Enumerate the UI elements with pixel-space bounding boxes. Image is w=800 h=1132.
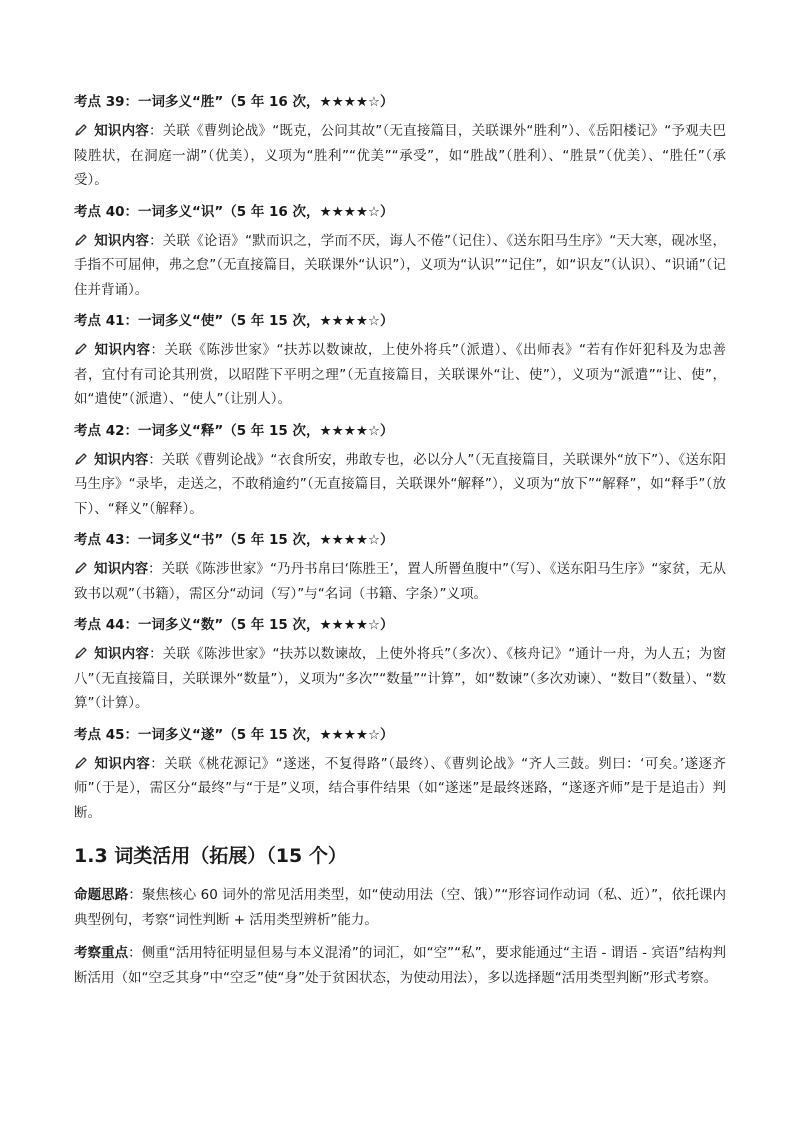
content-text: ：关联《陈涉世家》“扶苏以数谏故，上使外将兵”（派遣）、《出师表》“若有作奸犯科及为忠善者，宜付有司论其刑赏，以昭陛下平明之理”（无直接篇目，关联课外“让、使”），义项为“派遣”“让、使”，如“遣使”（派遣）、“使人”（让别人）。 <box>74 342 727 407</box>
section-paragraph <box>74 883 726 932</box>
paragraph-text: ：聚焦核心 60 词外的常见活用类型，如“使动用法（空、饿）”“形容词作动词（私、近）”，依托课内典型例句，考察“词性判断 + 活用类型辨析”能力。 <box>74 887 726 928</box>
knowledge-point <box>74 421 726 522</box>
pencil-icon <box>74 559 88 573</box>
content-text: ：关联《曹刿论战》“衣食所安，弗敢专也，必以分人”（无直接篇目，关联课外“放下”）、《送东阳马生序》“录毕，走送之，不敢稍逾约”（无直接篇目，关联课外“解释”），义项为“放下”“解释”，如“释手”（放下）、“释义”（解释）。 <box>74 451 726 517</box>
point-heading: 考点 42：一词多义“释”（5 年 15 次，★★★★☆） <box>74 422 394 439</box>
paragraph-label: 考察重点 <box>74 945 129 961</box>
content-label: 知识内容 <box>94 342 151 358</box>
knowledge-point <box>74 615 726 716</box>
knowledge-point <box>74 311 726 412</box>
point-heading: 考点 45：一词多义“遂”（5 年 15 次，★★★★☆） <box>74 726 394 743</box>
point-heading: 考点 39：一词多义“胜”（5 年 16 次，★★★★☆） <box>74 94 394 110</box>
point-heading: 考点 41：一词多义“使”（5 年 15 次，★★★★☆） <box>74 313 394 329</box>
paragraph-label: 命题思路 <box>74 887 129 903</box>
document-page <box>74 92 726 999</box>
pencil-icon <box>74 450 88 464</box>
paragraph-text: ：侧重“活用特征明显但易与本义混淆”的词汇，如“空”“私”，要求能通过“主语 - 谓语 - 宾语”结构判断活用（如“空乏其身”中“空乏”使“身”处于贫困状态，为使动用法），多以选择题“活用类型判断”形式考察。 <box>74 945 727 986</box>
point-content <box>74 119 726 193</box>
content-text: ：关联《论语》“默而识之，学而不厌，诲人不倦”（记住）、《送东阳马生序》“天大寒，砚冰坚，手指不可屈伸，弗之怠”（无直接篇目，关联课外“认识”），义项为“认识”“记住”，如“识友”（认识）、“识诵”（记住并背诵）。 <box>74 232 727 298</box>
knowledge-point <box>74 725 726 826</box>
point-heading: 考点 44：一词多义“数”（5 年 15 次，★★★★☆） <box>74 617 394 633</box>
point-content <box>74 448 726 522</box>
point-content <box>74 752 726 826</box>
content-label: 知识内容 <box>94 561 149 577</box>
content-label: 知识内容 <box>94 451 149 468</box>
content-label: 知识内容 <box>94 232 150 249</box>
content-text: ：关联《陈涉世家》“扶苏以数谏故，上使外将兵”（多次）、《核舟记》“通计一舟，为人五；为窗八”（无直接篇目，关联课外“数量”），义项为“多次”“数量”“计算”，如“数谏”（多次劝谏）、“数目”（数量）、“数算”（计算）。 <box>74 646 727 711</box>
pencil-icon <box>74 644 88 658</box>
section-paragraph <box>74 941 726 990</box>
content-text: ：关联《曹刿论战》“既克，公问其故”（无直接篇目，关联课外“胜利”）、《岳阳楼记》“予观夫巴陵胜状，在洞庭一湖”（优美），义项为“胜利”“优美”“承受”，如“胜战”（胜利）、“胜景”（优美）、“胜任”（承受）。 <box>74 123 727 188</box>
section-part-of-speech <box>74 843 726 990</box>
knowledge-point <box>74 530 726 606</box>
knowledge-point <box>74 92 726 193</box>
point-content <box>74 642 726 716</box>
content-label: 知识内容 <box>94 755 151 772</box>
point-heading: 考点 40：一词多义“识”（5 年 16 次，★★★★☆） <box>74 203 394 220</box>
point-content <box>74 338 726 412</box>
pencil-icon <box>74 121 88 135</box>
content-text: ：关联《陈涉世家》“乃丹书帛曰‘陈胜王’，置人所罾鱼腹中”（写）、《送东阳马生序》“家贫，无从致书以观”（书籍），需区分“动词（写）”与“名词（书籍、字条）”义项。 <box>74 561 726 602</box>
knowledge-point <box>74 202 726 303</box>
point-heading: 考点 43：一词多义“书”（5 年 15 次，★★★★☆） <box>74 532 394 548</box>
section-title: 1.3 词类活用（拓展）（15 个） <box>74 845 347 867</box>
content-label: 知识内容 <box>94 646 150 662</box>
point-content <box>74 557 726 606</box>
pencil-icon <box>74 231 88 245</box>
knowledge-point-list <box>74 92 726 825</box>
pencil-icon <box>74 340 88 354</box>
point-content <box>74 229 726 303</box>
content-label: 知识内容 <box>94 123 149 139</box>
content-text: ：关联《桃花源记》“遂迷，不复得路”（最终）、《曹刿论战》“齐人三鼓。刿曰：‘可矣。’遂逐齐师”（于是），需区分“最终”与“于是”义项，结合事件结果（如“遂迷”是最终迷路，“遂逐齐师”是于是追击）判断。 <box>74 755 726 821</box>
pencil-icon <box>74 754 88 768</box>
